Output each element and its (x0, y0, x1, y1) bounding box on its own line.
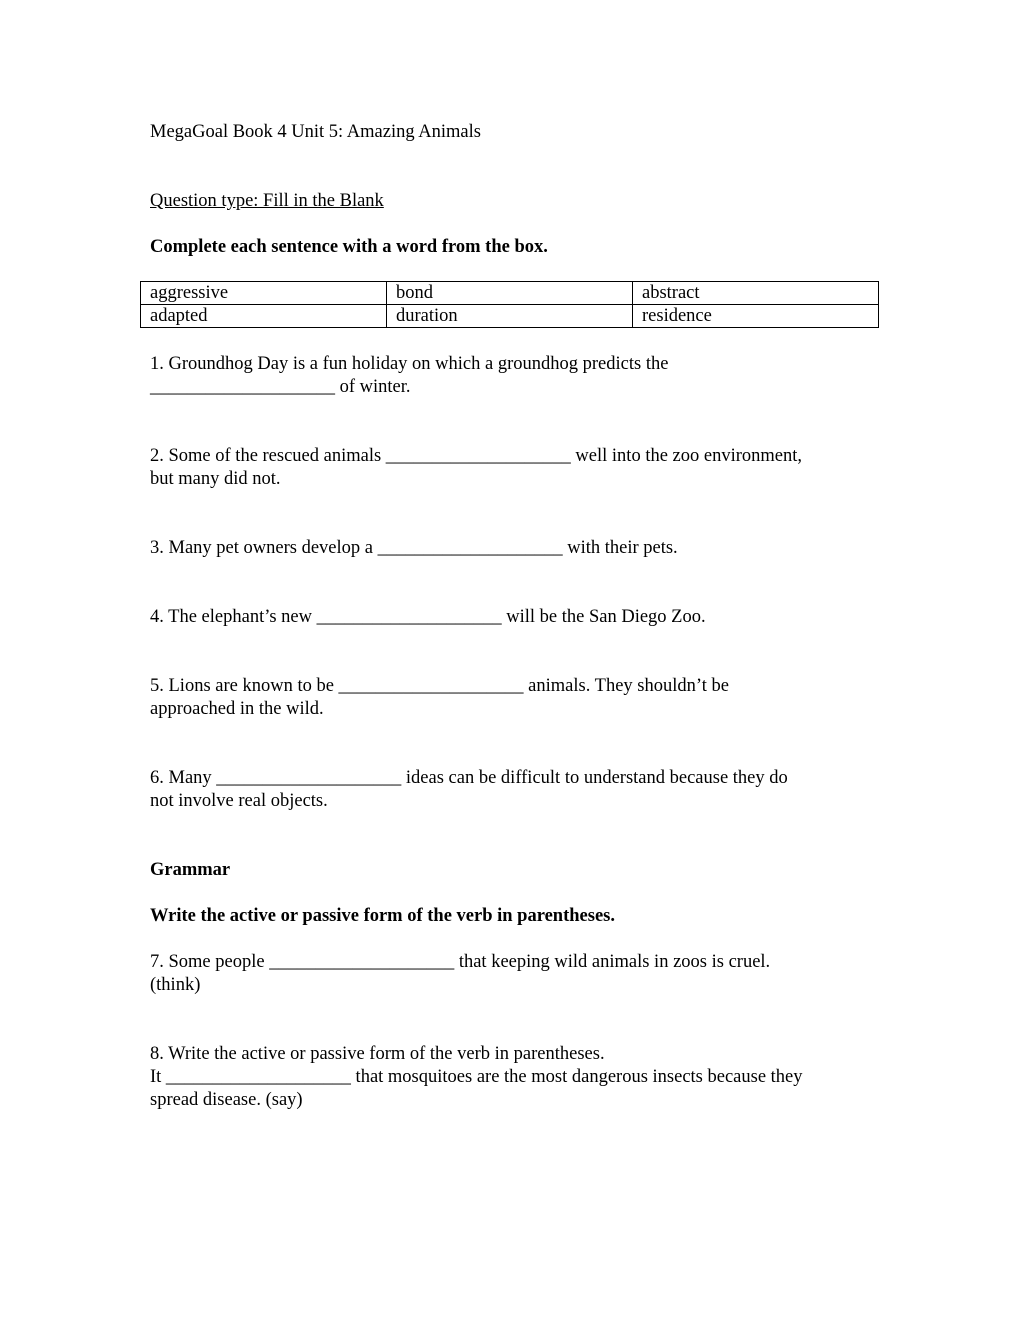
question-line: 8. Write the active or passive form of the verb in parentheses. (150, 1044, 605, 1064)
word-box-row (141, 305, 879, 328)
question-line: but many did not. (150, 469, 281, 489)
question-5 (150, 675, 729, 721)
word-box-cell: aggressive (141, 282, 387, 305)
word-box-row (141, 282, 879, 305)
question-4 (150, 606, 706, 629)
question-line: 6. Many ____________________ ideas can be difficult to understand because they do (150, 768, 788, 788)
question-line: (think) (150, 975, 201, 995)
question-line: ____________________ of winter. (150, 377, 411, 397)
section-instruction: Complete each sentence with a word from the box. (150, 237, 548, 257)
question-8 (150, 1043, 803, 1112)
document-title: MegaGoal Book 4 Unit 5: Amazing Animals (150, 122, 481, 142)
question-line: approached in the wild. (150, 699, 324, 719)
question-3 (150, 537, 678, 560)
question-1 (150, 353, 668, 399)
word-box-cell: bond (387, 282, 633, 305)
word-box-cell: adapted (141, 305, 387, 328)
word-box-cell: abstract (633, 282, 879, 305)
question-6 (150, 767, 788, 813)
question-line: 2. Some of the rescued animals ____________________ well into the zoo environment, (150, 446, 803, 466)
word-box-cell: duration (387, 305, 633, 328)
word-box-cell: residence (633, 305, 879, 328)
question-7 (150, 951, 770, 997)
question-2 (150, 445, 802, 491)
question-line: 4. The elephant’s new ____________________ will be the San Diego Zoo. (150, 607, 706, 627)
question-type-label: Question type: Fill in the Blank (150, 191, 384, 211)
word-box-table (140, 281, 879, 328)
grammar-heading: Grammar (150, 860, 231, 880)
question-line: spread disease. (say) (150, 1090, 303, 1110)
question-line: 5. Lions are known to be ____________________ animals. They shouldn’t be (150, 676, 729, 696)
question-line: It ____________________ that mosquitoes are the most dangerous insects because they (150, 1067, 803, 1087)
question-line: 7. Some people ____________________ that keeping wild animals in zoos is cruel. (150, 952, 771, 972)
question-line: 3. Many pet owners develop a ____________________ with their pets. (150, 538, 678, 558)
question-line: 1. Groundhog Day is a fun holiday on which a groundhog predicts the (150, 354, 669, 374)
question-line: not involve real objects. (150, 791, 328, 811)
grammar-instruction: Write the active or passive form of the verb in parentheses. (150, 906, 615, 926)
